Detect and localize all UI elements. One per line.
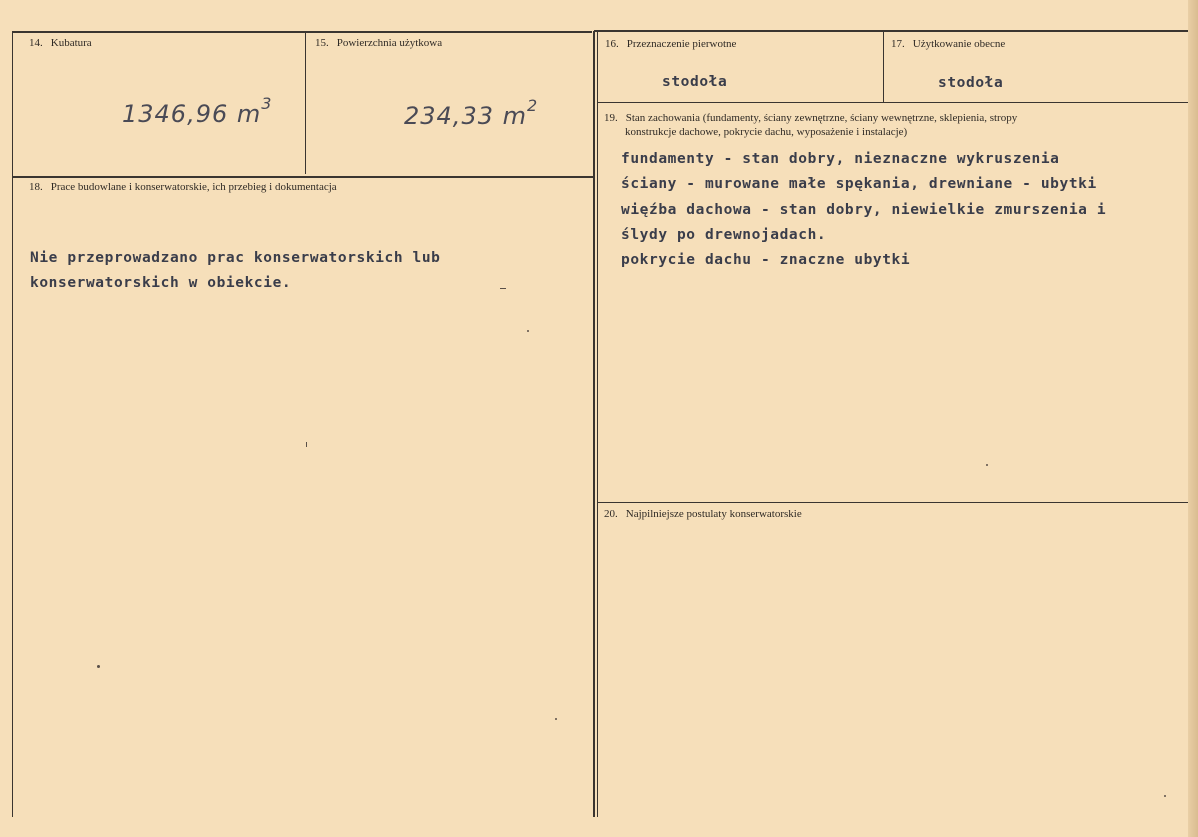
field-19-label-cont: konstrukcje dachowe, pokrycie dachu, wyposażenie i instalacje) [625,126,908,138]
card-edge-shadow [1188,0,1198,837]
divider-14-15 [305,33,306,174]
field-19-number: 19. [604,112,618,124]
field-19-line-3: więźba dachowa - stan dobry, niewielkie zmurszenia i [621,202,1107,218]
paper-speck [1164,795,1166,797]
field-17-title: Użytkowanie obecne [912,38,1006,50]
divider-left-right [593,31,595,817]
field-20-label [604,507,802,521]
field-14-number: 14. [29,37,43,49]
paper-speck [97,665,100,668]
paper-speck [527,330,529,332]
field-19-line-4: ślydy po drewnojadach. [621,227,827,243]
field-16-value: stodoła [662,74,728,90]
powierzchnia-exponent: 2 [526,96,539,115]
field-18-line-2: konserwatorskich w obiekcie. [30,275,292,291]
field-16-title: Przeznaczenie pierwotne [626,38,737,50]
field-19-line-1: fundamenty - stan dobry, nieznaczne wykruszenia [621,151,1060,167]
field-14-title: Kubatura [50,37,92,49]
field-19-label [604,111,1174,125]
field-18-title: Prace budowlane i konserwatorskie, ich przebieg i dokumentacja [50,181,337,193]
field-18-number: 18. [29,181,43,193]
field-18-label [29,180,337,194]
field-17-value: stodoła [938,75,1004,91]
field-14-value [122,94,273,128]
paper-speck [986,464,988,466]
field-17-label [891,37,1005,51]
field-15-number: 15. [315,37,329,49]
field-15-title: Powierzchnia użytkowa [336,37,443,49]
field-19-title-line-1: Stan zachowania (fundamenty, ściany zewnętrzne, ściany wewnętrzne, sklepienia, stropy [625,112,1018,124]
field-16-label [605,37,736,51]
field-17-number: 17. [891,38,905,50]
powierzchnia-value: 234,33 m [404,102,527,130]
top-rule-right [594,30,1192,32]
field-19-line-2: ściany - murowane małe spękania, drewniane - ubytki [621,176,1097,192]
divider-left-right-inner [597,31,598,817]
kubatura-exponent: 3 [261,94,273,113]
paper-speck [306,442,307,447]
paper-speck [500,288,506,289]
field-16-number: 16. [605,38,619,50]
rule-under-19 [597,502,1193,503]
field-20-number: 20. [604,508,618,520]
divider-16-17 [883,32,884,102]
top-rule-left [12,31,592,33]
field-19-line-5: pokrycie dachu - znaczne ubytki [621,252,911,268]
left-border [12,31,13,817]
kubatura-value: 1346,96 m [122,100,262,128]
field-15-label [315,36,442,50]
field-14-label [29,36,92,50]
field-18-line-1: Nie przeprowadzano prac konserwatorskich lub [30,250,441,266]
field-15-value [404,96,539,130]
rule-under-14-15 [12,176,594,178]
field-20-title: Najpilniejsze postulaty konserwatorskie [625,508,802,520]
paper-speck [555,718,557,720]
rule-under-16-17 [597,102,1193,103]
